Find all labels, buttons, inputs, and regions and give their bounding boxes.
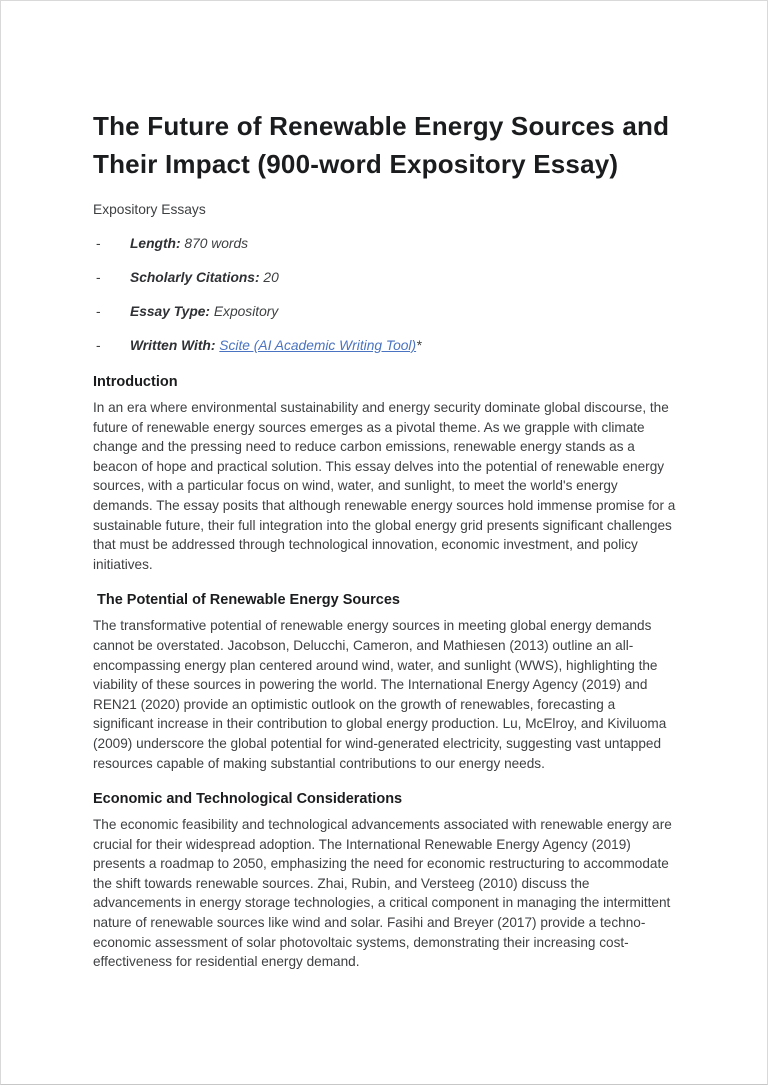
section-body-potential: The transformative potential of renewable energy sources in meeting global energy demands cannot be overstated. Jacobson, Delucchi, Cameron, and Mathiesen (2013) outline an all-encompassing energy plan centered around wind, water, and sunlight (WWS), highlighting the viability of these sources in powering the world. The International Energy Agency (2019) and REN21 (2020) provide an optimistic outlook on the growth of renewables, forecasting a significant increase in their contribution to global energy production. Lu, McElroy, and Kiviluoma (2009) underscore the global potential for wind-generated electricity, suggesting vast untapped resources capable of making substantial contributions to our energy needs.	[93, 618, 667, 771]
dash-bullet: -	[96, 338, 101, 353]
dash-bullet: -	[96, 236, 101, 251]
scite-tool-link[interactable]: Scite (AI Academic Writing Tool)	[219, 338, 417, 353]
meta-value: Expository	[213, 304, 279, 319]
meta-item-citations	[93, 268, 677, 288]
section-body-introduction: In an era where environmental sustainability and energy security dominate global discourse, the future of renewable energy sources emerges as a pivotal theme. As we grapple with climate change and the pressing need to reduce carbon emissions, renewable energy stands as a beacon of hope and practical solution. This essay delves into the potential of renewable energy sources, with a particular focus on wind, water, and sunlight, to meet the world's energy demands. The essay posits that although renewable energy sources hold immense promise for a sustainable future, their full integration into the global energy grid presents significant challenges that must be addressed through technological innovation, economic investment, and policy initiatives.	[93, 400, 676, 572]
meta-label: Length:	[130, 236, 181, 251]
essay-meta-list	[93, 234, 677, 356]
meta-label: Essay Type:	[130, 304, 211, 319]
document-content	[1, 1, 768, 972]
document-text-column	[93, 107, 677, 972]
section-body-economic: The economic feasibility and technological advancements associated with renewable energy are crucial for their widespread adoption. The International Renewable Energy Agency (2019) presents a roadmap to 2050, emphasizing the need for economic restructuring to accommodate the shift towards renewable sources. Zhai, Rubin, and Versteeg (2010) discuss the advancements in energy storage technologies, a critical component in managing the intermittent nature of renewable sources like wind and solar. Fasihi and Breyer (2017) provide a techno-economic assessment of solar photovoltaic systems, demonstrating their increasing cost-effectiveness for residential energy demand.	[93, 817, 672, 970]
dash-bullet: -	[96, 304, 101, 319]
meta-item-length	[93, 234, 677, 254]
meta-item-essay-type	[93, 302, 677, 322]
section-heading-introduction: Introduction	[93, 374, 178, 390]
page-title: The Future of Renewable Energy Sources and Their Impact (900-word Expository Essay)	[93, 111, 670, 179]
meta-label: Written With:	[130, 338, 216, 353]
meta-value: 20	[263, 270, 279, 285]
section-economic	[93, 789, 677, 972]
meta-label: Scholarly Citations:	[130, 270, 260, 285]
meta-item-written-with	[93, 336, 677, 356]
section-introduction	[93, 372, 677, 574]
footnote-asterisk: *	[416, 338, 422, 353]
section-heading-economic: Economic and Technological Considerations	[93, 791, 403, 808]
meta-value: 870 words	[184, 236, 249, 251]
category-label: Expository Essays	[93, 202, 206, 217]
section-potential	[93, 590, 677, 773]
dash-bullet: -	[96, 270, 101, 285]
section-heading-potential: The Potential of Renewable Energy Sources	[97, 592, 400, 609]
